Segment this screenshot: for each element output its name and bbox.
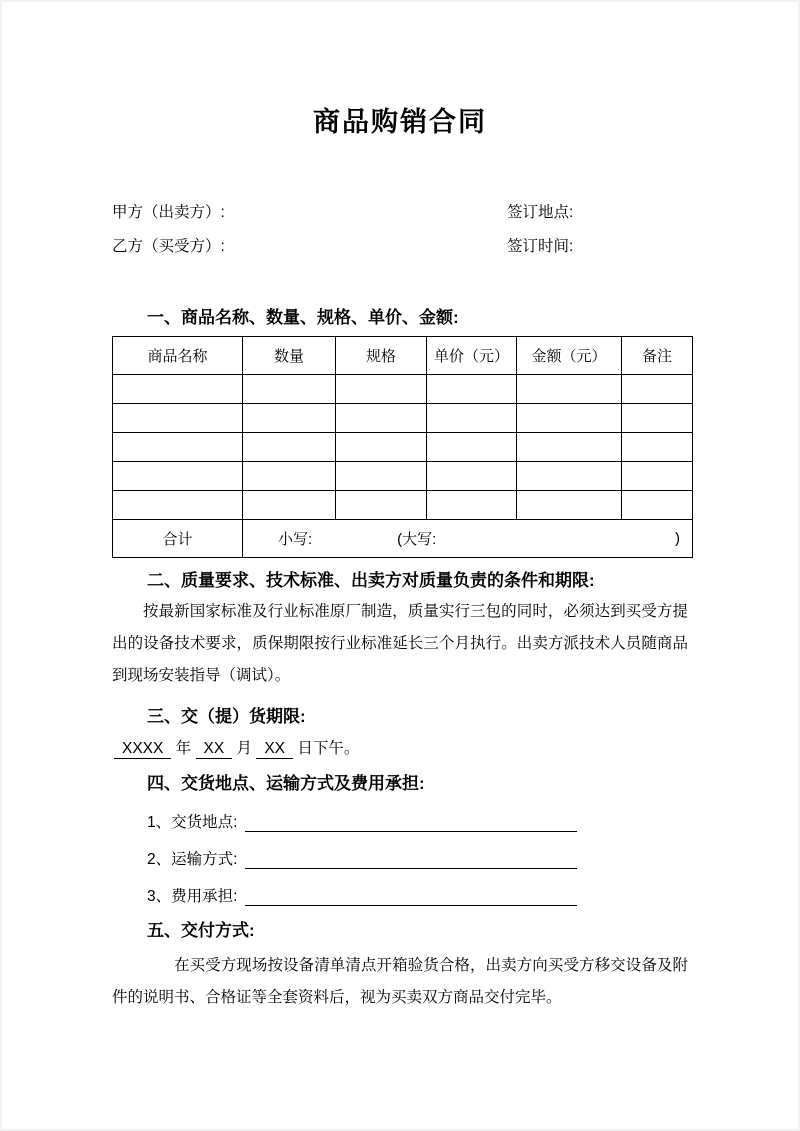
table-header-row (113, 337, 693, 375)
table-cell (336, 375, 427, 404)
table-cell (622, 491, 693, 520)
total-label-cell: 合计 (113, 520, 243, 558)
section5-heading: 五、交付方式: (147, 921, 255, 940)
table-cell (622, 404, 693, 433)
day-label: 日下午。 (297, 740, 360, 757)
lowercase-amount-label: 小写: (278, 531, 313, 548)
table-cell (622, 375, 693, 404)
table-cell (517, 462, 622, 491)
table-cell (336, 491, 427, 520)
goods-table (112, 336, 693, 558)
section4-heading: 四、交货地点、运输方式及费用承担: (147, 774, 425, 793)
table-row (113, 433, 693, 462)
section2-heading: 二、质量要求、技术标准、出卖方对质量负责的条件和期限: (147, 571, 595, 590)
col-header-quantity: 数量 (243, 337, 336, 375)
party-b-row (112, 237, 688, 257)
table-cell (113, 433, 243, 462)
cost-bearing-label: 3、费用承担: (147, 888, 238, 905)
section1-heading: 一、商品名称、数量、规格、单价、金额: (147, 308, 459, 327)
section5-body: 在买受方现场按设备清单清点开箱验货合格，出卖方向买受方移交设备及附件的说明书、合格证等全套资料后，视为买卖双方商品交付完毕。 (112, 957, 688, 1006)
uppercase-close-paren: ) (675, 530, 680, 547)
table-row (113, 375, 693, 404)
year-label: 年 (175, 740, 192, 757)
delivery-date-line (112, 739, 688, 759)
table-cell (243, 491, 336, 520)
table-row (113, 404, 693, 433)
party-a-row (112, 203, 688, 223)
col-header-unit-price: 单价（元） (427, 337, 517, 375)
party-a-label: 甲方（出卖方）: (112, 204, 225, 221)
table-cell (427, 433, 517, 462)
table-cell (243, 462, 336, 491)
transport-mode-blank (245, 850, 577, 869)
table-cell (113, 375, 243, 404)
transport-mode-label: 2、运输方式: (147, 851, 238, 868)
table-cell (113, 462, 243, 491)
delivery-place-label: 1、交货地点: (147, 814, 238, 831)
delivery-place-item (112, 813, 577, 832)
table-cell (243, 375, 336, 404)
table-cell (517, 491, 622, 520)
table-cell (517, 375, 622, 404)
col-header-name: 商品名称 (113, 337, 243, 375)
table-cell (517, 404, 622, 433)
document-title: 商品购销合同 (313, 107, 487, 137)
table-total-row (113, 520, 693, 558)
sign-time-label: 签订时间: (507, 238, 574, 255)
table-cell (113, 491, 243, 520)
month-blank: XX (196, 739, 233, 759)
col-header-remark: 备注 (622, 337, 693, 375)
table-cell (622, 433, 693, 462)
parties-block (112, 203, 688, 257)
table-cell (427, 462, 517, 491)
uppercase-amount-label: (大写: (397, 531, 437, 548)
table-cell (622, 462, 693, 491)
party-b-label: 乙方（买受方）: (112, 238, 225, 255)
transport-mode-item (112, 850, 577, 869)
col-header-spec: 规格 (336, 337, 427, 375)
table-cell (427, 491, 517, 520)
cost-bearing-blank (245, 887, 577, 906)
table-row (113, 491, 693, 520)
table-row (113, 462, 693, 491)
sign-place-label: 签订地点: (507, 204, 574, 221)
table-cell (427, 375, 517, 404)
delivery-place-blank (245, 813, 577, 832)
table-cell (243, 404, 336, 433)
cost-bearing-item (112, 887, 577, 906)
year-blank: XXXX (114, 739, 171, 759)
month-label: 月 (236, 740, 253, 757)
table-cell (243, 433, 336, 462)
table-cell (113, 404, 243, 433)
table-cell (427, 404, 517, 433)
section3-heading: 三、交（提）货期限: (147, 707, 306, 726)
day-blank: XX (256, 739, 293, 759)
total-value-cell (243, 520, 693, 558)
col-header-amount: 金额（元） (517, 337, 622, 375)
table-cell (517, 433, 622, 462)
table-cell (336, 404, 427, 433)
section2-body: 按最新国家标准及行业标准原厂制造，质量实行三包的同时，必须达到买受方提出的设备技术要求，质保期限按行业标准延长三个月执行。出卖方派技术人员随商品到现场安装指导（调试）。 (112, 603, 688, 684)
table-cell (336, 462, 427, 491)
table-cell (336, 433, 427, 462)
